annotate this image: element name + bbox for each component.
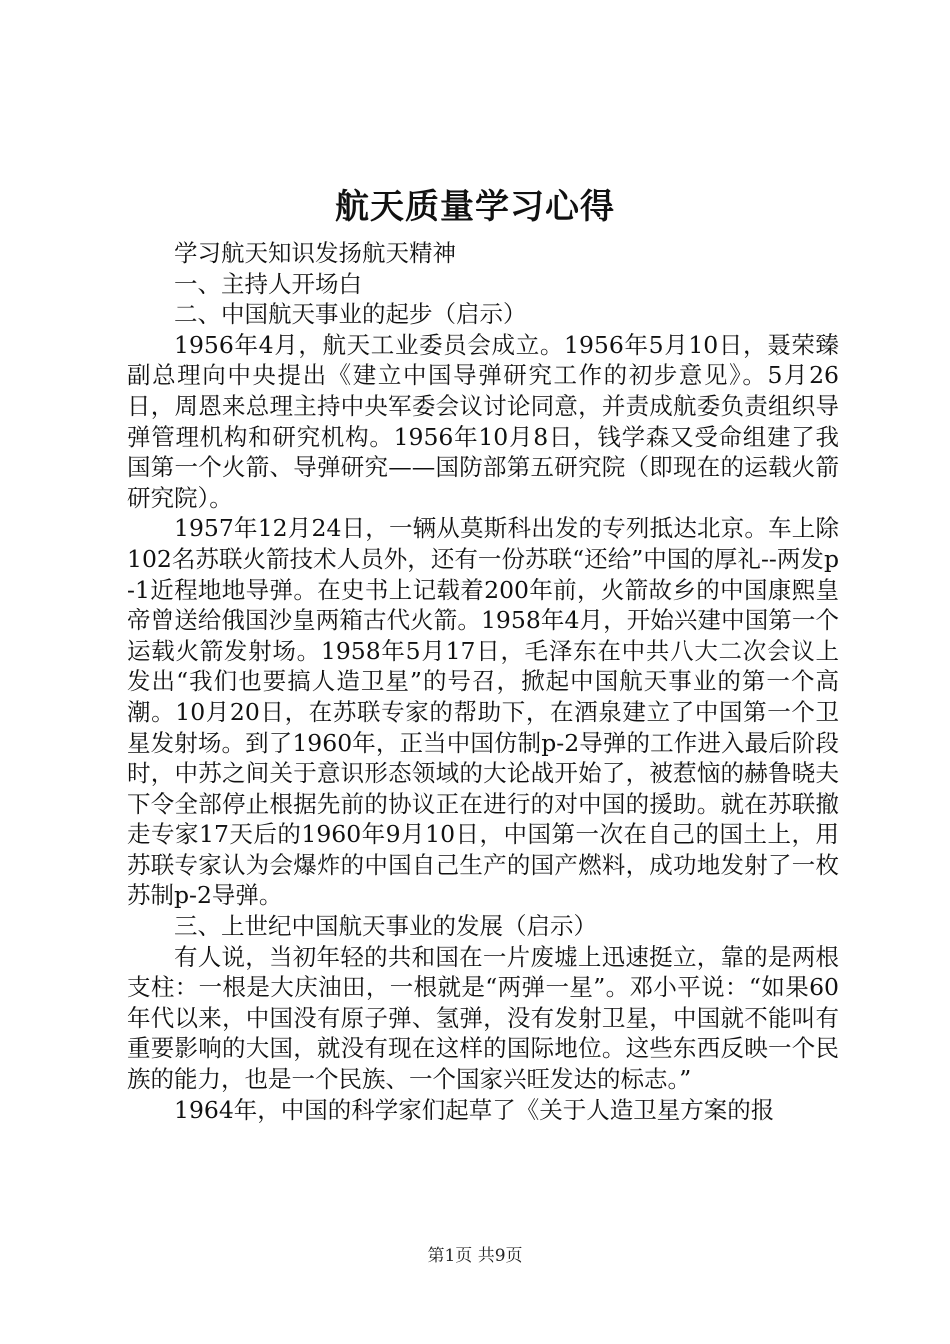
- paragraph-section-2: 二、中国航天事业的起步（启示）: [174, 300, 527, 329]
- paragraph-subtitle: 学习航天知识发扬航天精神: [174, 239, 456, 267]
- paragraph-section-1: 一、主持人开场白: [174, 269, 362, 298]
- paragraph-section-3: 三、上世纪中国航天事业的发展（启示）: [174, 912, 597, 941]
- page-footer: 第1页 共9页: [427, 1246, 523, 1266]
- paragraph-body: 1957年12月24日，一辆从莫斯科出发的专列抵达北京。车上除102名苏联火箭技术人员外，还有一份苏联“还给”中国的厚礼--两发p-1近程地地导弹。在史书上记载着200年前，火箭故乡的中国康熙皇帝曾送给俄国沙皇两箱古代火箭。1958年4月，开始兴建中国第一个运载火箭发射场。1958年5月17日，毛泽东在中共八大二次会议上发出“我们也要搞人造卫星”的号召，掀起中国航天事业的第一个高潮。10月20日，在苏联专家的帮助下，在酒泉建立了中国第一个卫星发射场。到了1960年，正当中国仿制p-2导弹的工作进入最后阶段时，中苏之间关于意识形态领域的大论战开始了，被惹恼的赫鲁晓夫下令全部停止根据先前的协议正在进行的对中国的援助。就在苏联撤走专家17天后的1960年9月10日，中国第一次在自己的国土上，用苏联专家认为会爆炸的中国自己生产的国产燃料，成功地发射了一枚苏制p-2导弹。: [127, 514, 839, 910]
- paragraph-body: 1964年，中国的科学家们起草了《关于人造卫星方案的报: [174, 1095, 775, 1124]
- document-title: 航天质量学习心得: [335, 187, 615, 227]
- paragraph-body: 有人说，当初年轻的共和国在一片废墟上迅速挺立，靠的是两根支柱：一根是大庆油田，一根就是“两弹一星”。邓小平说：“如果60年代以来，中国没有原子弹、氢弹，没有发射卫星，中国就不能叫有重要影响的大国，就没有现在这样的国际地位。这些东西反映一个民族的能力，也是一个民族、一个国家兴旺发达的标志。”: [127, 942, 839, 1094]
- paragraph-body: 1956年4月，航天工业委员会成立。1956年5月10日，聂荣臻副总理向中央提出《建立中国导弹研究工作的初步意见》。5月26日，周恩来总理主持中央军委会议讨论同意，并责成航委负责组织导弹管理机构和研究机构。1956年10月8日，钱学森又受命组建了我国第一个火箭、导弹研究——国防部第五研究院（即现在的运载火箭研究院）。: [127, 330, 839, 512]
- document-body: [127, 238, 839, 1125]
